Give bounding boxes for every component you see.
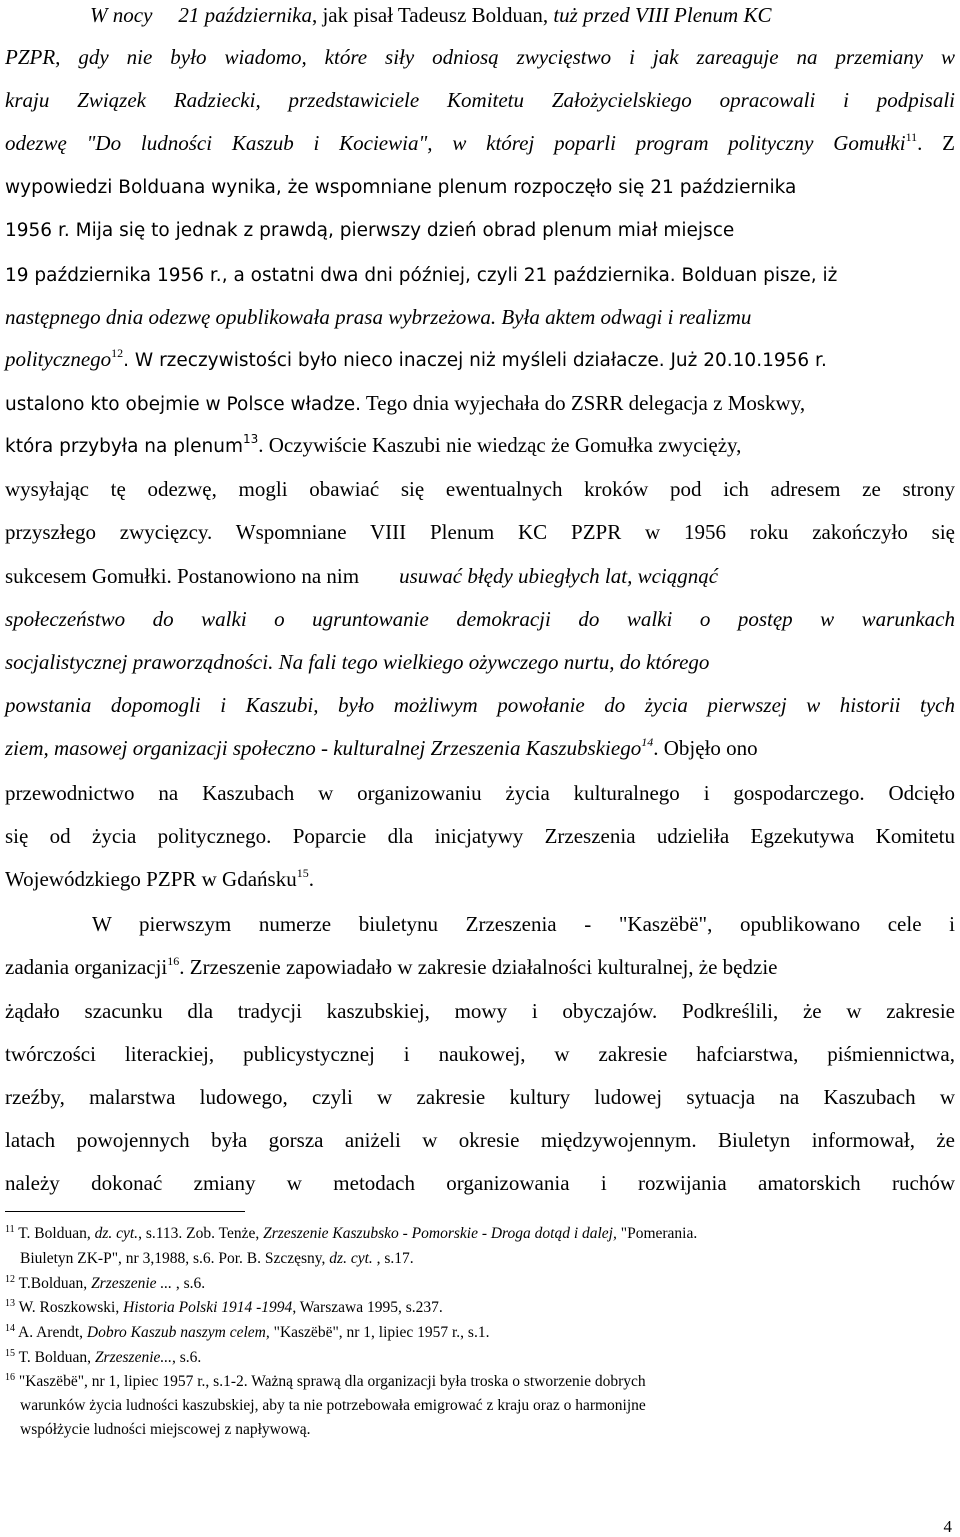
paragraph-line: 1956 r. Mija się to jednak z prawdą, pierwszy dzień obrad plenum miał miejsce — [5, 220, 735, 241]
footnote-12: $^{12}$ T.Bolduan, Zrzeszenie ... , s.6. — [5, 1274, 206, 1292]
footnote-ref: 15 — [296, 866, 309, 880]
paragraph-line: ustalono kto obejmie w Polsce władze. Tego dnia wyjechała do ZSRR delegacja z Moskwy, — [5, 391, 806, 415]
paragraph-line: się od życia politycznego. Poparcie dla inicjatywy Zrzeszenia udzieliła Egzekutywa Komitetu — [5, 824, 955, 848]
page-number: 4 — [943, 1517, 952, 1536]
paragraph-line: która przybyła na plenum$^{13}$. Oczywiście Kaszubi nie wiedząc że Gomułka zwycięży, — [5, 432, 742, 457]
footnote-ref: 12 — [111, 346, 124, 360]
paragraph-line: latach powojennych była gorsza aniżeli w okresie międzywojennym. Biuletyn informował, że — [5, 1128, 955, 1152]
paragraph-line: kraju Związek Radziecki, przedstawiciele Komitetu Założycielskiego opracowali i podpisali — [5, 88, 955, 112]
paragraph-line: następnego dnia odezwę opublikowała prasa wybrzeżowa. Była aktem odwagi i realizmu — [5, 305, 752, 329]
footnote-15: $^{15}$ T. Bolduan, Zrzeszenie..., s.6. — [5, 1348, 202, 1366]
paragraph-line: żądało szacunku dla tradycji kaszubskiej, mowy i obyczajów. Podkreślili, że w zakresie — [5, 999, 955, 1023]
footnote-ref: 14 — [641, 735, 654, 749]
footnote-11-continuation: Biuletyn ZK-P", nr 3,1988, s.6. Por. B. Szczęsny, dz. cyt. , s.17. — [20, 1250, 414, 1267]
paragraph-line: ziem, masowej organizacji społeczno - kulturalnej Zrzeszenia Kaszubskiego$^{14}$. Objęło ono — [5, 735, 758, 760]
paragraph-line: W pierwszym numerze biuletynu Zrzeszenia - "Kaszëbë", opublikowano cele i — [92, 912, 955, 936]
paragraph-line: 19 października 1956 r., a ostatni dwa dni później, czyli 21 października. Bolduan pisze, iż — [5, 265, 838, 286]
footnote-ref: 16 — [167, 954, 180, 968]
paragraph-line: wypowiedzi Bolduana wynika, że wspomniane plenum rozpoczęło się 21 października — [5, 177, 797, 198]
paragraph-line: przyszłego zwycięzcy. Wspomniane VIII Plenum KC PZPR w 1956 roku zakończyło się — [5, 520, 955, 544]
footnote-16: $^{16}$ "Kaszëbë", nr 1, lipiec 1957 r., s.1-2. Ważną sprawą dla organizacji była troska o stworzenie dobrych — [5, 1372, 646, 1390]
paragraph-line: W nocy 21 października, jak pisał Tadeusz Bolduan, tuż przed VIII Plenum KC — [90, 3, 772, 27]
paragraph-line: odezwę "Do ludności Kaszub i Kociewia", w której poparli program polityczny Gomułki$^{11}$. Z — [5, 130, 955, 155]
paragraph-line: społeczeństwo do walki o ugruntowanie demokracji do walki o postęp w warunkach — [5, 607, 955, 631]
paragraph-line: PZPR, gdy nie było wiadomo, które siły odniosą zwycięstwo i jak zareaguje na przemiany w — [5, 45, 955, 69]
footnote-ref: 13 — [242, 432, 259, 446]
paragraph-line: zadania organizacji$^{16}$. Zrzeszenie zapowiadało w zakresie działalności kulturalnej, że będzie — [5, 954, 778, 979]
footnote-11: $^{11}$ T. Bolduan, dz. cyt., s.113. Zob. Tenże, Zrzeszenie Kaszubsko - Pomorskie - Droga dotąd i dalej, "Pomerania. — [5, 1224, 698, 1242]
footnote-ref: 11 — [905, 130, 918, 144]
paragraph-line: politycznego$^{12}$. W rzeczywistości było nieco inaczej niż myśleli działacze. Już 20.10.1956 r. — [5, 346, 827, 371]
footnote-16-continuation: warunków życia ludności kaszubskiej, aby ta nie potrzebowała emigrować z kraju oraz o harmonijne — [20, 1397, 646, 1414]
footnote-14: $^{14}$ A. Arendt, Dobro Kaszub naszym celem, "Kaszëbë", nr 1, lipiec 1957 r., s.1. — [5, 1323, 490, 1341]
paragraph-line: socjalistycznej praworządności. Na fali tego wielkiego ożywczego nurtu, do którego — [5, 650, 710, 674]
paragraph-line: twórczości literackiej, publicystycznej i naukowej, w zakresie hafciarstwa, piśmiennictwa, — [5, 1042, 955, 1066]
footnote-separator — [5, 1211, 245, 1212]
paragraph-line: należy dokonać zmiany w metodach organizowania i rozwijania amatorskich ruchów — [5, 1171, 955, 1195]
paragraph-line: Wojewódzkiego PZPR w Gdańsku$^{15}$. — [5, 866, 314, 891]
paragraph-line: sukcesem Gomułki. Postanowiono na nim usuwać błędy ubiegłych lat, wciągnąć — [5, 564, 719, 588]
paragraph-line: wysyłając tę odezwę, mogli obawiać się ewentualnych kroków pod ich adresem ze strony — [5, 477, 955, 501]
paragraph-line: rzeźby, malarstwa ludowego, czyli w zakresie kultury ludowej sytuacja na Kaszubach w — [5, 1085, 955, 1109]
footnote-13: $^{13}$ W. Roszkowski, Historia Polski 1914 -1994, Warszawa 1995, s.237. — [5, 1298, 443, 1316]
paragraph-line: przewodnictwo na Kaszubach w organizowaniu życia kulturalnego i gospodarczego. Odcięło — [5, 781, 955, 805]
paragraph-line: powstania dopomogli i Kaszubi, było możliwym powołanie do życia pierwszej w historii tych — [5, 693, 955, 717]
footnote-16-continuation: współżycie ludności miejscowej z napływową. — [20, 1421, 311, 1438]
